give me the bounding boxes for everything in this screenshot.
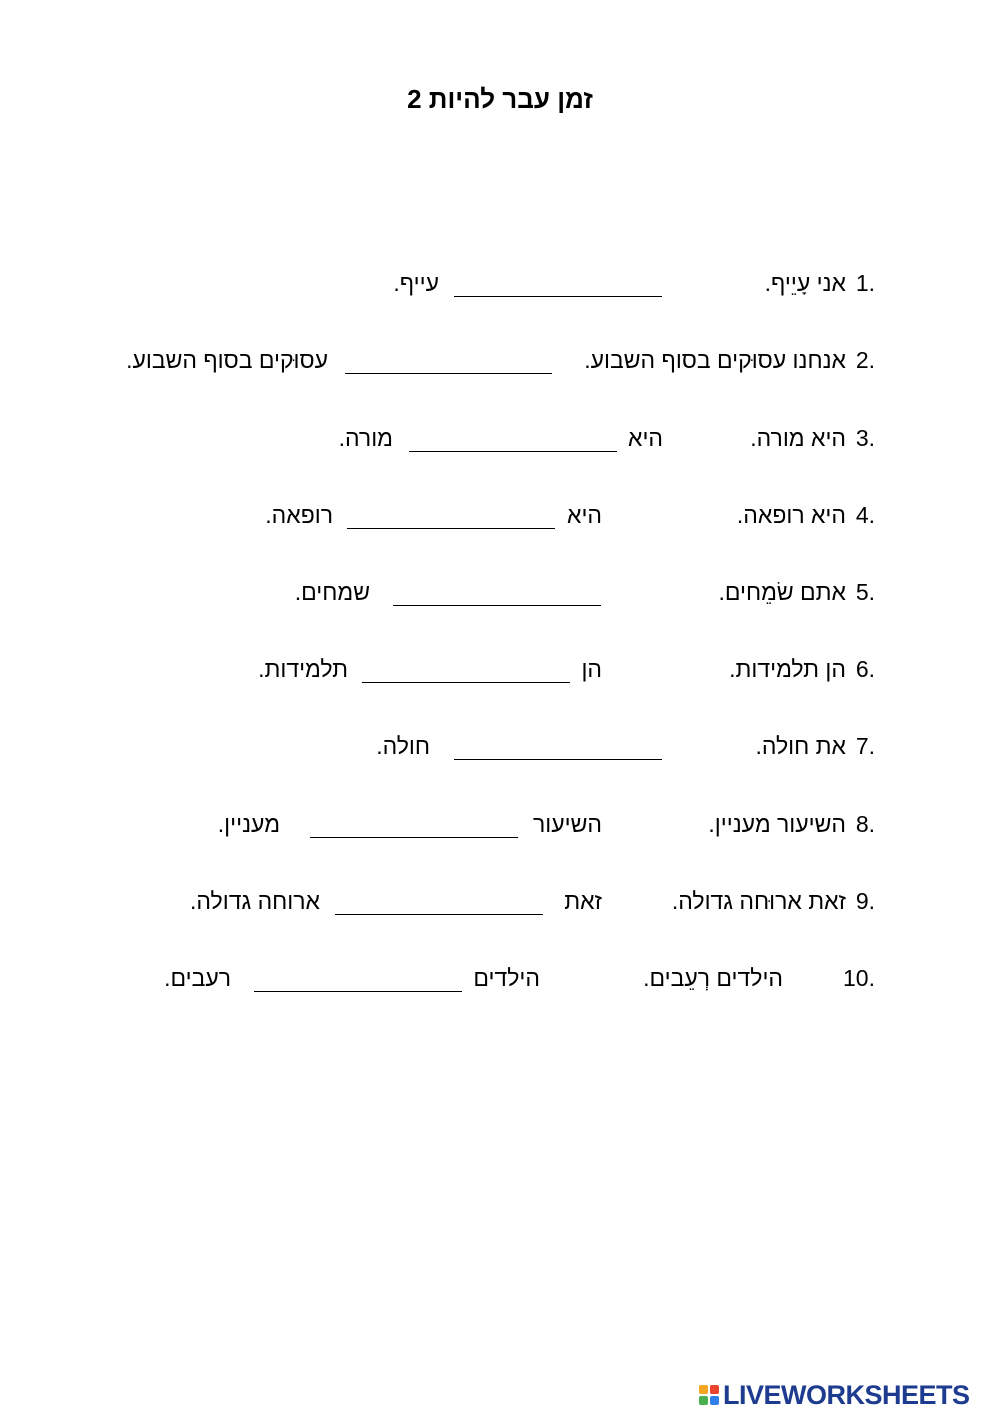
item-sentence-1: אני עָיֵיף. [764, 270, 846, 296]
answer-blank-1[interactable] [454, 296, 662, 297]
item-number-7: 7. [855, 733, 875, 759]
item-text-10b: רעבים. [164, 965, 231, 991]
item-sentence-8: השיעור מעניין. [708, 811, 846, 837]
brand-name: LIVEWORKSHEETS [723, 1379, 970, 1410]
item-text-1: עייף. [393, 270, 439, 296]
item-text-6b: תלמידות. [258, 656, 348, 682]
item-number-4: 4. [855, 502, 875, 528]
liveworksheets-icon [699, 1385, 719, 1405]
item-text-4b: רופאה. [265, 502, 333, 528]
item-sentence-4: היא רופאה. [736, 502, 846, 528]
item-sentence-9: זאת ארוּחה גדולה. [671, 888, 846, 914]
item-text-8a: השיעור [533, 811, 602, 837]
answer-blank-7[interactable] [454, 759, 662, 760]
answer-blank-5[interactable] [393, 605, 601, 606]
item-number-2: 2. [855, 347, 875, 373]
answer-blank-2[interactable] [345, 373, 552, 374]
item-number-10: 10. [843, 965, 875, 991]
item-text-6a: הן [581, 656, 602, 682]
item-number-1: 1. [855, 270, 875, 296]
item-text-3b: מורה. [338, 425, 393, 451]
answer-blank-10[interactable] [254, 991, 462, 992]
item-text-3a: היא [628, 425, 663, 451]
item-sentence-7: את חולה. [755, 733, 846, 759]
item-sentence-10: הילדים רְעֵבים. [643, 965, 783, 991]
item-text-7: חולה. [376, 733, 430, 759]
answer-blank-9[interactable] [335, 914, 543, 915]
item-sentence-6: הן תלמידות. [729, 656, 846, 682]
answer-blank-6[interactable] [362, 682, 570, 683]
liveworksheets-logo [699, 1378, 970, 1412]
answer-blank-4[interactable] [347, 528, 555, 529]
answer-blank-3[interactable] [409, 451, 617, 452]
item-text-9a: זאת [564, 888, 602, 914]
item-number-3: 3. [855, 425, 875, 451]
item-text-9b: ארוחה גדולה. [190, 888, 320, 914]
answer-blank-8[interactable] [310, 837, 518, 838]
item-sentence-5: אתם שׂמֵחים. [718, 579, 846, 605]
item-text-8b: מעניין. [217, 811, 280, 837]
item-number-9: 9. [855, 888, 875, 914]
item-sentence-3: היא מורה. [750, 425, 846, 451]
item-text-2: עסוּקים בסוף השבוע. [126, 347, 328, 373]
item-text-10a: הילדים [473, 965, 540, 991]
worksheet-title: זמן עבר להיות 2 [407, 84, 593, 114]
item-number-5: 5. [855, 579, 875, 605]
item-sentence-2: אנחנו עסוּקים בסוף השבוע. [584, 347, 846, 373]
item-text-5: שמחים. [294, 579, 370, 605]
item-number-6: 6. [855, 656, 875, 682]
item-text-4a: היא [567, 502, 602, 528]
item-number-8: 8. [855, 811, 875, 837]
